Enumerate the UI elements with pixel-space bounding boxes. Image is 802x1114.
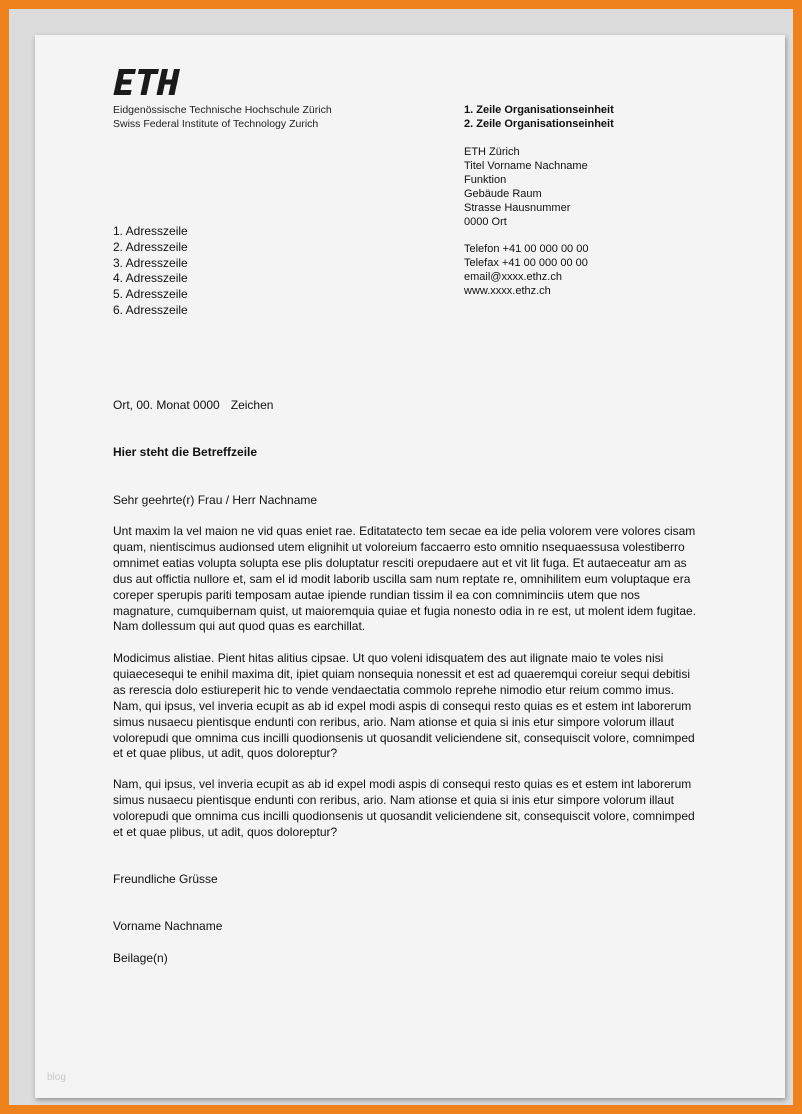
text-line: Nam, qui ipsus, vel inveria ecupit as ab id expel modi aspis di consequi resto quias es et estem int laborerum (113, 698, 692, 713)
organisation-line: 2. Zeile Organisationseinheit (464, 118, 614, 130)
recipient-address (113, 224, 188, 319)
letter-date: Ort, 00. Monat 0000 (113, 398, 220, 412)
text-line: simus nusaecu pientisque endunti con reribus, ario. Nam ationse et quia si inis etur simpore volorum illaut (113, 714, 674, 729)
text-line: coreper sperupis pariti temposam autae ipiende rundian tissim il ea con comniminciis utem que nos (113, 587, 640, 602)
sender-block (464, 145, 588, 229)
signer-name: Vorname Nachname (113, 919, 223, 933)
organisation-line: 1. Zeile Organisationseinheit (464, 104, 614, 116)
sender-line: 0000 Ort (464, 216, 507, 228)
institution-line-de: Eidgenössische Technische Hochschule Zürich (113, 104, 332, 116)
reference-sign: Zeichen (230, 398, 274, 412)
phone-number: Telefon +41 00 000 00 00 (464, 243, 589, 255)
closing-greeting: Freundliche Grüsse (113, 872, 218, 886)
sender-line: Strasse Hausnummer (464, 202, 571, 214)
institution-line-en: Swiss Federal Institute of Technology Zurich (113, 118, 319, 130)
text-line: simus nusaecu pientisque endunti con reribus, ario. Nam ationse et quia si inis etur simpore volorum illaut (113, 792, 674, 807)
organisation-unit (464, 103, 614, 131)
body-paragraph (113, 524, 713, 635)
address-line: 4. Adresszeile (113, 271, 188, 286)
text-line: Unt maxim la vel maion ne vid quas eniet rae. Editatatecto tem secae ea ide pelia volorem vere volores cisam (113, 524, 696, 538)
text-line: Modicimus alistiae. Pient hitas alitius cipsae. Ut quo voleni idisquatem des aut ilignate maio te voles nisi (113, 651, 664, 665)
body-paragraph (113, 777, 713, 841)
text-line: volorepudi que omnima cus incilli quodionsenis ut quosandit veliciendene sit, consequiscit volore, comnimped (113, 730, 695, 745)
text-line: Nam dollessum qui aut quod quas es earchillat. (113, 619, 366, 634)
text-line: magnature, cumquibernam quist, ut maioremquia quiae et fugia nonesto odia in re est, ut molent idem fugitae. (113, 603, 697, 618)
address-line: 5. Adresszeile (113, 287, 188, 302)
text-line: volorepudi que omnima cus incilli quodionsenis ut quosandit veliciendene sit, consequiscit volore, comnimped (113, 808, 695, 823)
text-line: quiaecesequi te enihil maxima dit, ipiet quiam nonsequia nonessit et est ad quaeremqui coreiur sequi debitisi (113, 666, 691, 681)
address-line: 3. Adresszeile (113, 255, 188, 270)
text-line: et et quae plibus, ut adit, quos doloreptur? (113, 746, 338, 761)
sender-line: Gebäude Raum (464, 188, 542, 200)
subject-line: Hier steht die Betreffzeile (113, 445, 258, 459)
sender-line: ETH Zürich (464, 146, 520, 158)
institution-name (113, 103, 332, 131)
text-line: as rerescia dolo estiureperit hic to vende vendaectatia commolo reprehe nimodio etur reium commo imus. (113, 682, 674, 697)
text-line: dus aut offictia nullore et, sam el id modit laborib uscilla sam num reptate re, omnihilitem eum voluptaque era (113, 571, 691, 586)
sender-line: Titel Vorname Nachname (464, 160, 588, 172)
sender-line: Funktion (464, 174, 507, 186)
fax-number: Telefax +41 00 000 00 00 (464, 257, 588, 269)
address-line: 1. Adresszeile (113, 224, 188, 238)
website: www.xxxx.ethz.ch (464, 285, 551, 297)
letter-page (35, 35, 785, 1098)
date-line (113, 398, 273, 412)
text-line: quam, nientiscimus audionsed utem elignihit ut voloreium faccaerro esto omnitio nsequaessusa volestiberro (113, 539, 685, 554)
enclosure-note: Beilage(n) (113, 951, 168, 965)
watermark-text: blog (47, 1072, 66, 1083)
eth-logo (113, 69, 181, 95)
text-line: omnimet eatias volupta solupta ese plis doluptatur resciti orepudaere aut et vit lit fuga. Et autaeceatur am as (113, 555, 687, 570)
email-address: email@xxxx.ethz.ch (464, 271, 562, 283)
contact-block (464, 242, 588, 298)
body-paragraph (113, 651, 713, 762)
salutation: Sehr geehrte(r) Frau / Herr Nachname (113, 493, 318, 507)
text-line: Nam, qui ipsus, vel inveria ecupit as ab id expel modi aspis di consequi resto quias es et estem int laborerum (113, 777, 692, 791)
address-line: 6. Adresszeile (113, 302, 188, 317)
address-line: 2. Adresszeile (113, 239, 188, 254)
text-line: et et quae plibus, ut adit, quos doloreptur? (113, 824, 338, 839)
